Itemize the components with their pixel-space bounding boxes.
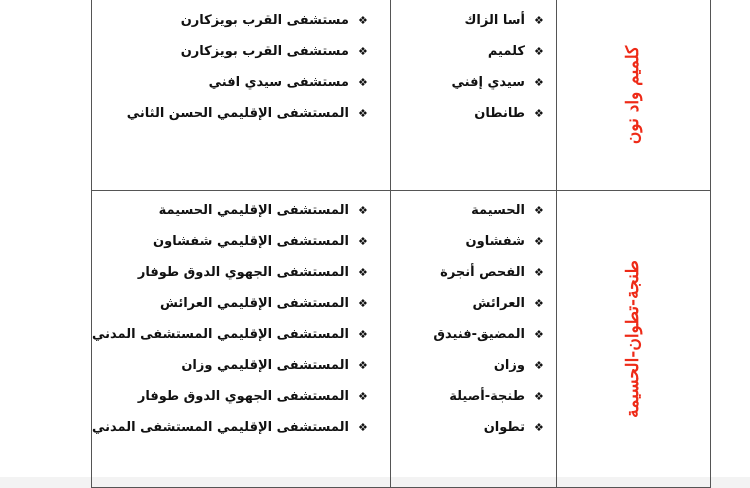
bullet-icon: ❖ — [533, 235, 544, 248]
hospital-item: ❖ المستشفى الإقليمي الحسيمة — [92, 195, 368, 226]
hospital-item: ❖ المستشفى الإقليمي العرائش — [92, 288, 368, 319]
city-item: ❖ وزان — [391, 350, 544, 381]
hospital-item: ❖ المستشفى الجهوي الدوق طوفار — [92, 381, 368, 412]
city-item: ❖ كلميم — [391, 36, 544, 67]
region-row — [92, 0, 711, 191]
hospital-item: ❖ مستشفى سيدي افني — [92, 67, 368, 98]
region-name: كلميم واد نون — [623, 45, 644, 145]
city-item: ❖ الحسيمة — [391, 195, 544, 226]
region-name-cell — [556, 191, 710, 488]
region-name: طنجة-تطوان-الحسيمة — [623, 260, 644, 418]
bullet-icon: ❖ — [357, 421, 368, 434]
bullet-icon: ❖ — [533, 45, 544, 58]
regions-table — [91, 0, 711, 488]
city-item: ❖ سيدي إفني — [391, 67, 544, 98]
cities-cell — [390, 191, 556, 488]
bullet-icon: ❖ — [533, 204, 544, 217]
region-row — [92, 191, 711, 488]
hospital-item: ❖ مستشفى القرب بويزكارن — [92, 36, 368, 67]
bullet-icon: ❖ — [357, 390, 368, 403]
region-name-cell — [556, 0, 710, 191]
bullet-icon: ❖ — [357, 14, 368, 27]
bullet-icon: ❖ — [533, 14, 544, 27]
hospital-item: ❖ المستشفى الإقليمي المستشفى المدني — [92, 412, 368, 443]
hospitals-cell — [92, 0, 391, 191]
bullet-icon: ❖ — [533, 76, 544, 89]
bullet-icon: ❖ — [533, 297, 544, 310]
hospital-item: ❖ المستشفى الجهوي الدوق طوفار — [92, 257, 368, 288]
hospital-item: ❖ المستشفى الإقليمي وزان — [92, 350, 368, 381]
bullet-icon: ❖ — [357, 266, 368, 279]
hospital-item: ❖ مستشفى القرب بويزكارن — [92, 5, 368, 36]
city-item: ❖ شفشاون — [391, 226, 544, 257]
bullet-icon: ❖ — [357, 45, 368, 58]
hospital-item: ❖ المستشفى الإقليمي شفشاون — [92, 226, 368, 257]
bullet-icon: ❖ — [533, 359, 544, 372]
bullet-icon: ❖ — [533, 266, 544, 279]
bullet-icon: ❖ — [357, 328, 368, 341]
bullet-icon: ❖ — [357, 107, 368, 120]
bullet-icon: ❖ — [533, 328, 544, 341]
bullet-icon: ❖ — [357, 297, 368, 310]
city-item: ❖ العرائش — [391, 288, 544, 319]
city-item: ❖ أسا الزاك — [391, 5, 544, 36]
bullet-icon: ❖ — [533, 390, 544, 403]
bullet-icon: ❖ — [357, 76, 368, 89]
bullet-icon: ❖ — [357, 235, 368, 248]
bullet-icon: ❖ — [357, 204, 368, 217]
bullet-icon: ❖ — [357, 359, 368, 372]
bullet-icon: ❖ — [533, 107, 544, 120]
bullet-icon: ❖ — [533, 421, 544, 434]
cities-cell — [390, 0, 556, 191]
city-item: ❖ الفحص أنجرة — [391, 257, 544, 288]
city-item: ❖ تطوان — [391, 412, 544, 443]
hospitals-cell — [92, 191, 391, 488]
hospital-item: ❖ المستشفى الإقليمي الحسن الثاني — [92, 98, 368, 129]
city-item: ❖ المضيق-فنيدق — [391, 319, 544, 350]
city-item: ❖ طنجة-أصيلة — [391, 381, 544, 412]
hospital-item: ❖ المستشفى الإقليمي المستشفى المدني — [92, 319, 368, 350]
city-item: ❖ طانطان — [391, 98, 544, 129]
